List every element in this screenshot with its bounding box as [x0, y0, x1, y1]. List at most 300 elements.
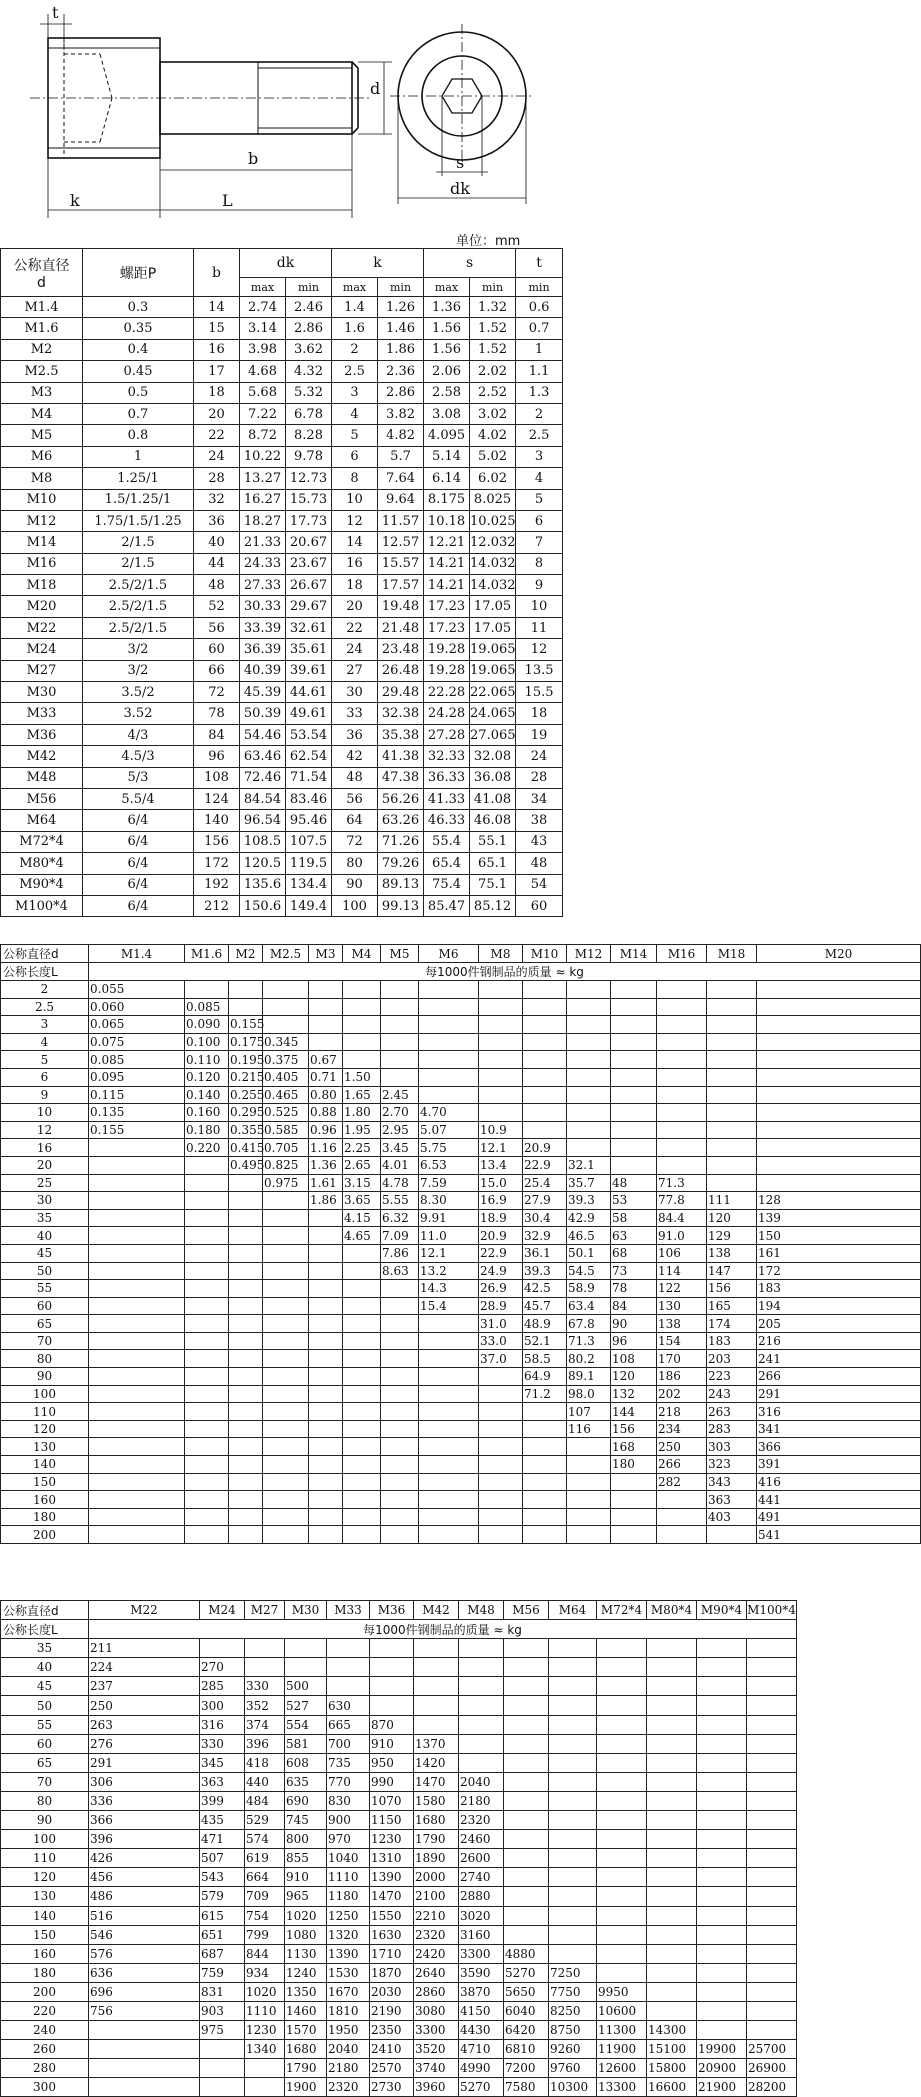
- mass-cell: [549, 1906, 597, 1925]
- mass-cell: 48.9: [523, 1315, 567, 1333]
- value-cell: 8.28: [286, 425, 332, 446]
- size-cell: M24: [1, 639, 83, 660]
- mass-cell: 14300: [647, 2021, 697, 2040]
- size-header: M90*4: [697, 1601, 747, 1620]
- mass-cell: 0.095: [89, 1068, 185, 1086]
- mass-cell: [707, 1016, 757, 1034]
- mass-cell: 0.405: [263, 1068, 309, 1086]
- mass-cell: [309, 1456, 343, 1474]
- length-cell: 130: [1, 1438, 89, 1456]
- mass-cell: [419, 1051, 479, 1069]
- table-row: [1, 831, 563, 852]
- mass-cell: 1230: [370, 1830, 414, 1849]
- dimension-table: [0, 248, 563, 917]
- value-cell: 79.26: [378, 853, 424, 874]
- value-cell: 36.08: [470, 767, 516, 788]
- size-header: M1.4: [89, 945, 185, 963]
- mass-cell: 12600: [597, 2059, 647, 2078]
- mass-cell: [647, 1715, 697, 1734]
- mass-cell: [229, 981, 263, 999]
- mass-cell: 903: [200, 2001, 245, 2020]
- length-cell: 130: [1, 1887, 89, 1906]
- mass-cell: 174: [707, 1315, 757, 1333]
- mass-cell: [657, 998, 707, 1016]
- mass-cell: 759: [200, 1963, 245, 1982]
- value-cell: 36.39: [240, 639, 286, 660]
- value-cell: 36: [332, 724, 378, 745]
- mass-cell: 471: [200, 1830, 245, 1849]
- value-cell: 14: [194, 297, 240, 318]
- mass-cell: [419, 1420, 479, 1438]
- mass-cell: [263, 1385, 309, 1403]
- size-header: M1.6: [185, 945, 229, 963]
- value-cell: 100: [332, 895, 378, 916]
- unit-note: 单位：mm: [456, 234, 521, 249]
- mass-cell: 2040: [459, 1772, 504, 1791]
- table-row: [1, 1086, 921, 1104]
- table-row: [1, 1315, 921, 1333]
- value-cell: 8.025: [470, 489, 516, 510]
- mass-cell: [309, 1473, 343, 1491]
- mass-cell: 831: [200, 1982, 245, 2001]
- mass-cell: [567, 998, 611, 1016]
- mass-cell: 396: [245, 1734, 285, 1753]
- mass-cell: 108: [611, 1350, 657, 1368]
- value-cell: 0.6: [516, 297, 563, 318]
- mass-cell: [647, 1772, 697, 1791]
- mass-cell: [370, 1696, 414, 1715]
- value-cell: 14.032: [470, 575, 516, 596]
- value-cell: 12.73: [286, 468, 332, 489]
- table-row: [1, 596, 563, 617]
- value-cell: 19: [516, 724, 563, 745]
- label-L: L: [222, 191, 233, 210]
- value-cell: 19.48: [378, 596, 424, 617]
- mass-cell: [567, 1086, 611, 1104]
- mass-cell: [263, 1280, 309, 1298]
- mass-cell: [657, 1491, 707, 1509]
- mass-cell: 128: [757, 1192, 921, 1210]
- mass-cell: [381, 1403, 419, 1421]
- mass-cell: [611, 1033, 657, 1051]
- value-cell: 17.23: [424, 617, 470, 638]
- mass-cell: 0.060: [89, 998, 185, 1016]
- table-row: [1, 2021, 797, 2040]
- value-cell: 95.46: [286, 810, 332, 831]
- mass-cell: [229, 1368, 263, 1386]
- size-header: M36: [370, 1601, 414, 1620]
- mass-cell: [309, 1438, 343, 1456]
- mass-cell: 2600: [459, 1849, 504, 1868]
- length-cell: 150: [1, 1473, 89, 1491]
- mass-cell: 664: [245, 1868, 285, 1887]
- value-cell: 60: [194, 639, 240, 660]
- table-row: [1, 1350, 921, 1368]
- mass-cell: [89, 2078, 200, 2097]
- mass-cell: [459, 1696, 504, 1715]
- value-cell: 84.54: [240, 788, 286, 809]
- value-cell: 36.33: [424, 767, 470, 788]
- length-cell: 2: [1, 981, 89, 999]
- table-row: [1, 1906, 797, 1925]
- mass-cell: [89, 1174, 185, 1192]
- value-cell: 2.02: [470, 361, 516, 382]
- mass-cell: [697, 1906, 747, 1925]
- header-min: min: [470, 278, 516, 297]
- mass-cell: [549, 1849, 597, 1868]
- mass-cell: 250: [89, 1696, 200, 1715]
- mass-cell: 3960: [414, 2078, 459, 2097]
- mass-cell: [185, 1385, 229, 1403]
- mass-cell: [419, 1368, 479, 1386]
- mass-cell: 1580: [414, 1791, 459, 1810]
- label-b: b: [248, 149, 259, 168]
- size-header: M48: [459, 1601, 504, 1620]
- mass-cell: [185, 1192, 229, 1210]
- mass-cell: 0.525: [263, 1104, 309, 1122]
- value-cell: 36: [194, 510, 240, 531]
- value-cell: 2.58: [424, 382, 470, 403]
- length-cell: 140: [1, 1906, 89, 1925]
- mass-cell: 1230: [245, 2021, 285, 2040]
- mass-cell: 352: [245, 1696, 285, 1715]
- length-cell: 160: [1, 1491, 89, 1509]
- mass-cell: 132: [611, 1385, 657, 1403]
- table-row: [1, 1526, 921, 1544]
- mass-cell: [549, 1791, 597, 1810]
- length-cell: 45: [1, 1677, 89, 1696]
- mass-cell: [89, 2021, 200, 2040]
- mass-cell: [504, 1772, 549, 1791]
- mass-cell: 1020: [245, 1982, 285, 2001]
- mass-cell: [343, 1403, 381, 1421]
- mass-cell: 223: [707, 1368, 757, 1386]
- mass-cell: 25.4: [523, 1174, 567, 1192]
- mass-cell: 1460: [285, 2001, 327, 2020]
- mass-cell: [523, 1121, 567, 1139]
- label-s: s: [456, 153, 465, 172]
- length-cell: 200: [1, 1982, 89, 2001]
- value-cell: 39.61: [286, 660, 332, 681]
- value-cell: 20: [194, 403, 240, 424]
- mass-cell: [229, 1385, 263, 1403]
- mass-cell: [343, 1280, 381, 1298]
- size-cell: M64: [1, 810, 83, 831]
- mass-cell: [479, 1420, 523, 1438]
- mass-cell: 1470: [370, 1887, 414, 1906]
- size-cell: M48: [1, 767, 83, 788]
- table-row: [1, 1734, 797, 1753]
- mass-cell: 13.2: [419, 1262, 479, 1280]
- value-cell: 2.74: [240, 297, 286, 318]
- value-cell: 45.39: [240, 682, 286, 703]
- mass-cell: 120: [707, 1209, 757, 1227]
- mass-cell: 0.295: [230, 1105, 265, 1120]
- mass-cell: [343, 1438, 381, 1456]
- value-cell: 54: [516, 874, 563, 895]
- value-cell: 124: [194, 788, 240, 809]
- value-cell: 134.4: [286, 874, 332, 895]
- mass-cell: 96: [611, 1332, 657, 1350]
- mass-cell: 2880: [459, 1887, 504, 1906]
- mass-cell: [263, 1244, 309, 1262]
- value-cell: 18: [516, 703, 563, 724]
- mass-cell: 0.415: [230, 1140, 265, 1155]
- mass-cell: 316: [757, 1403, 921, 1421]
- mass-cell: [707, 998, 757, 1016]
- value-cell: 20.67: [286, 532, 332, 553]
- mass-cell: 1350: [285, 1982, 327, 2001]
- mass-cell: [479, 1033, 523, 1051]
- value-cell: 5.7: [378, 446, 424, 467]
- mass-cell: 3300: [414, 2021, 459, 2040]
- mass-cell: [697, 1982, 747, 2001]
- mass-cell: 1390: [370, 1868, 414, 1887]
- length-cell: 50: [1, 1262, 89, 1280]
- mass-cell: [185, 1368, 229, 1386]
- mass-cell: [707, 1104, 757, 1122]
- table-row: [1, 1491, 921, 1509]
- mass-cell: [504, 1906, 549, 1925]
- table-row: [1, 297, 563, 318]
- mass-cell: [747, 1734, 797, 1753]
- mass-cell: 1240: [285, 1963, 327, 1982]
- mass-cell: [757, 1139, 921, 1157]
- table-row: [1, 1753, 797, 1772]
- value-cell: 85.12: [470, 895, 516, 916]
- mass-cell: 3.45: [381, 1139, 419, 1157]
- mass-cell: [419, 1508, 479, 1526]
- length-cell: 150: [1, 1925, 89, 1944]
- mass-cell: [707, 1139, 757, 1157]
- mass-cell: [185, 1174, 229, 1192]
- mass-cell: [263, 1508, 309, 1526]
- mass-cell: 950: [370, 1753, 414, 1772]
- table-row: [1, 318, 563, 339]
- mass-cell: 80.2: [567, 1350, 611, 1368]
- length-cell: 20: [1, 1156, 89, 1174]
- mass-cell: 1.16: [309, 1139, 343, 1157]
- value-cell: 22.065: [470, 682, 516, 703]
- length-cell: 300: [1, 2078, 89, 2097]
- mass-cell: [419, 1438, 479, 1456]
- table-row: [1, 1368, 921, 1386]
- mass-cell: 0.825: [263, 1156, 309, 1174]
- mass-cell: [381, 1368, 419, 1386]
- mass-cell: [597, 1658, 647, 1677]
- mass-cell: [343, 1262, 381, 1280]
- table-row: [1, 1068, 921, 1086]
- mass-cell: 4.70: [419, 1104, 479, 1122]
- mass-cell: 1680: [414, 1811, 459, 1830]
- length-cell: 65: [1, 1753, 89, 1772]
- mass-cell: [263, 1209, 309, 1227]
- mass-cell: 22.9: [479, 1244, 523, 1262]
- mass-cell: 3.65: [343, 1192, 381, 1210]
- value-cell: 56: [194, 617, 240, 638]
- size-cell: M2.5: [1, 361, 83, 382]
- mass-cell: [479, 981, 523, 999]
- value-cell: 72.46: [240, 767, 286, 788]
- mass-cell: 1020: [285, 1906, 327, 1925]
- mass-cell: [611, 981, 657, 999]
- value-cell: 108.5: [240, 831, 286, 852]
- mass-cell: 1530: [327, 1963, 370, 1982]
- mass-cell: [647, 1944, 697, 1963]
- header-min: min: [378, 278, 424, 297]
- value-cell: 4.02: [470, 425, 516, 446]
- mass-cell: [229, 1280, 263, 1298]
- value-cell: 56: [332, 788, 378, 809]
- mass-cell: [343, 1016, 381, 1034]
- mass-cell: [647, 1963, 697, 1982]
- mass-cell: 0.055: [89, 981, 185, 999]
- value-cell: 43: [516, 831, 563, 852]
- value-cell: 212: [194, 895, 240, 916]
- mass-cell: 4.15: [343, 1209, 381, 1227]
- value-cell: 38: [516, 810, 563, 831]
- mass-cell: 15100: [647, 2040, 697, 2059]
- mass-cell: [479, 1368, 523, 1386]
- mass-cell: [597, 1715, 647, 1734]
- mass-cell: [185, 1209, 229, 1227]
- mass-cell: 0.71: [309, 1068, 343, 1086]
- mass-cell: [200, 1639, 245, 1658]
- label-nominal-diameter: 公称直径d: [1, 1601, 89, 1620]
- mass-cell: [567, 1438, 611, 1456]
- mass-cell: [597, 1963, 647, 1982]
- mass-cell: [419, 1016, 479, 1034]
- mass-cell: [597, 1753, 647, 1772]
- mass-cell: 241: [757, 1350, 921, 1368]
- mass-cell: 0.075: [89, 1033, 185, 1051]
- value-cell: 24: [194, 446, 240, 467]
- mass-cell: [343, 1526, 381, 1544]
- value-cell: 89.13: [378, 874, 424, 895]
- mass-cell: 934: [245, 1963, 285, 1982]
- header-pitch: 螺距P: [83, 249, 194, 297]
- label-t: t: [52, 3, 59, 22]
- value-cell: 30: [332, 682, 378, 703]
- mass-cell: [381, 1051, 419, 1069]
- mass-cell: [479, 1508, 523, 1526]
- mass-cell: 7.09: [381, 1227, 419, 1245]
- mass-cell: [309, 1508, 343, 1526]
- mass-cell: 5.75: [419, 1139, 479, 1157]
- mass-cell: [707, 1051, 757, 1069]
- mass-cell: [381, 1526, 419, 1544]
- size-header: M8: [479, 945, 523, 963]
- mass-cell: 50.1: [567, 1244, 611, 1262]
- mass-cell: [707, 1033, 757, 1051]
- mass-cell: [309, 1262, 343, 1280]
- mass-cell: [597, 1639, 647, 1658]
- mass-cell: 651: [200, 1925, 245, 1944]
- mass-cell: [567, 1051, 611, 1069]
- value-cell: 1.56: [424, 318, 470, 339]
- mass-cell: [459, 1639, 504, 1658]
- value-cell: 0.4: [83, 339, 194, 360]
- mass-cell: 7.86: [381, 1244, 419, 1262]
- size-cell: M4: [1, 403, 83, 424]
- mass-cell: 36.1: [523, 1244, 567, 1262]
- mass-cell: 486: [89, 1887, 200, 1906]
- mass-table-small: [0, 944, 921, 1544]
- table-row: [1, 425, 563, 446]
- mass-cell: [343, 1385, 381, 1403]
- value-cell: 15.57: [378, 553, 424, 574]
- mass-cell: [381, 1315, 419, 1333]
- table-row: [1, 746, 563, 767]
- mass-cell: 0.88: [309, 1104, 343, 1122]
- mass-cell: [611, 998, 657, 1016]
- mass-cell: [647, 1658, 697, 1677]
- mass-cell: [549, 1811, 597, 1830]
- mass-cell: [523, 998, 567, 1016]
- mass-cell: [229, 1473, 263, 1491]
- mass-cell: 211: [89, 1639, 200, 1658]
- mass-cell: [757, 1156, 921, 1174]
- table-row: [1, 1016, 921, 1034]
- mass-cell: [263, 1491, 309, 1509]
- value-cell: 19.065: [470, 660, 516, 681]
- mass-cell: 2640: [414, 1963, 459, 1982]
- length-cell: 90: [1, 1811, 89, 1830]
- mass-cell: [597, 1696, 647, 1715]
- mass-cell: 71.3: [657, 1174, 707, 1192]
- mass-cell: [343, 981, 381, 999]
- value-cell: 1.26: [378, 297, 424, 318]
- value-cell: 2.06: [424, 361, 470, 382]
- value-cell: 4.5/3: [83, 746, 194, 767]
- header-max: max: [240, 278, 286, 297]
- mass-cell: [757, 1033, 921, 1051]
- mass-cell: 306: [89, 1772, 200, 1791]
- table-row: [1, 1192, 921, 1210]
- mass-cell: [567, 1104, 611, 1122]
- length-cell: 45: [1, 1244, 89, 1262]
- mass-cell: [263, 998, 309, 1016]
- value-cell: 27.065: [470, 724, 516, 745]
- mass-cell: 0.090: [185, 1016, 229, 1034]
- value-cell: 0.3: [83, 297, 194, 318]
- value-cell: 2: [516, 403, 563, 424]
- mass-cell: [597, 1811, 647, 1830]
- mass-cell: 5.55: [381, 1192, 419, 1210]
- mass-cell: [200, 2040, 245, 2059]
- mass-cell: [747, 1887, 797, 1906]
- mass-cell: [419, 1350, 479, 1368]
- mass-cell: 12.1: [479, 1139, 523, 1157]
- mass-cell: 1180: [327, 1887, 370, 1906]
- mass-cell: [504, 1868, 549, 1887]
- mass-cell: [381, 981, 419, 999]
- mass-cell: 516: [89, 1906, 200, 1925]
- mass-cell: [229, 998, 263, 1016]
- value-cell: 13.5: [516, 660, 563, 681]
- mass-cell: 336: [89, 1791, 200, 1810]
- mass-cell: [747, 1658, 797, 1677]
- mass-cell: 18.9: [479, 1209, 523, 1227]
- header-min: min: [286, 278, 332, 297]
- length-cell: 60: [1, 1297, 89, 1315]
- mass-cell: [549, 1772, 597, 1791]
- mass-cell: [747, 2001, 797, 2020]
- mass-cell: 0.180: [185, 1121, 229, 1139]
- mass-cell: [479, 1526, 523, 1544]
- value-cell: 10: [516, 596, 563, 617]
- mass-cell: 374: [245, 1715, 285, 1734]
